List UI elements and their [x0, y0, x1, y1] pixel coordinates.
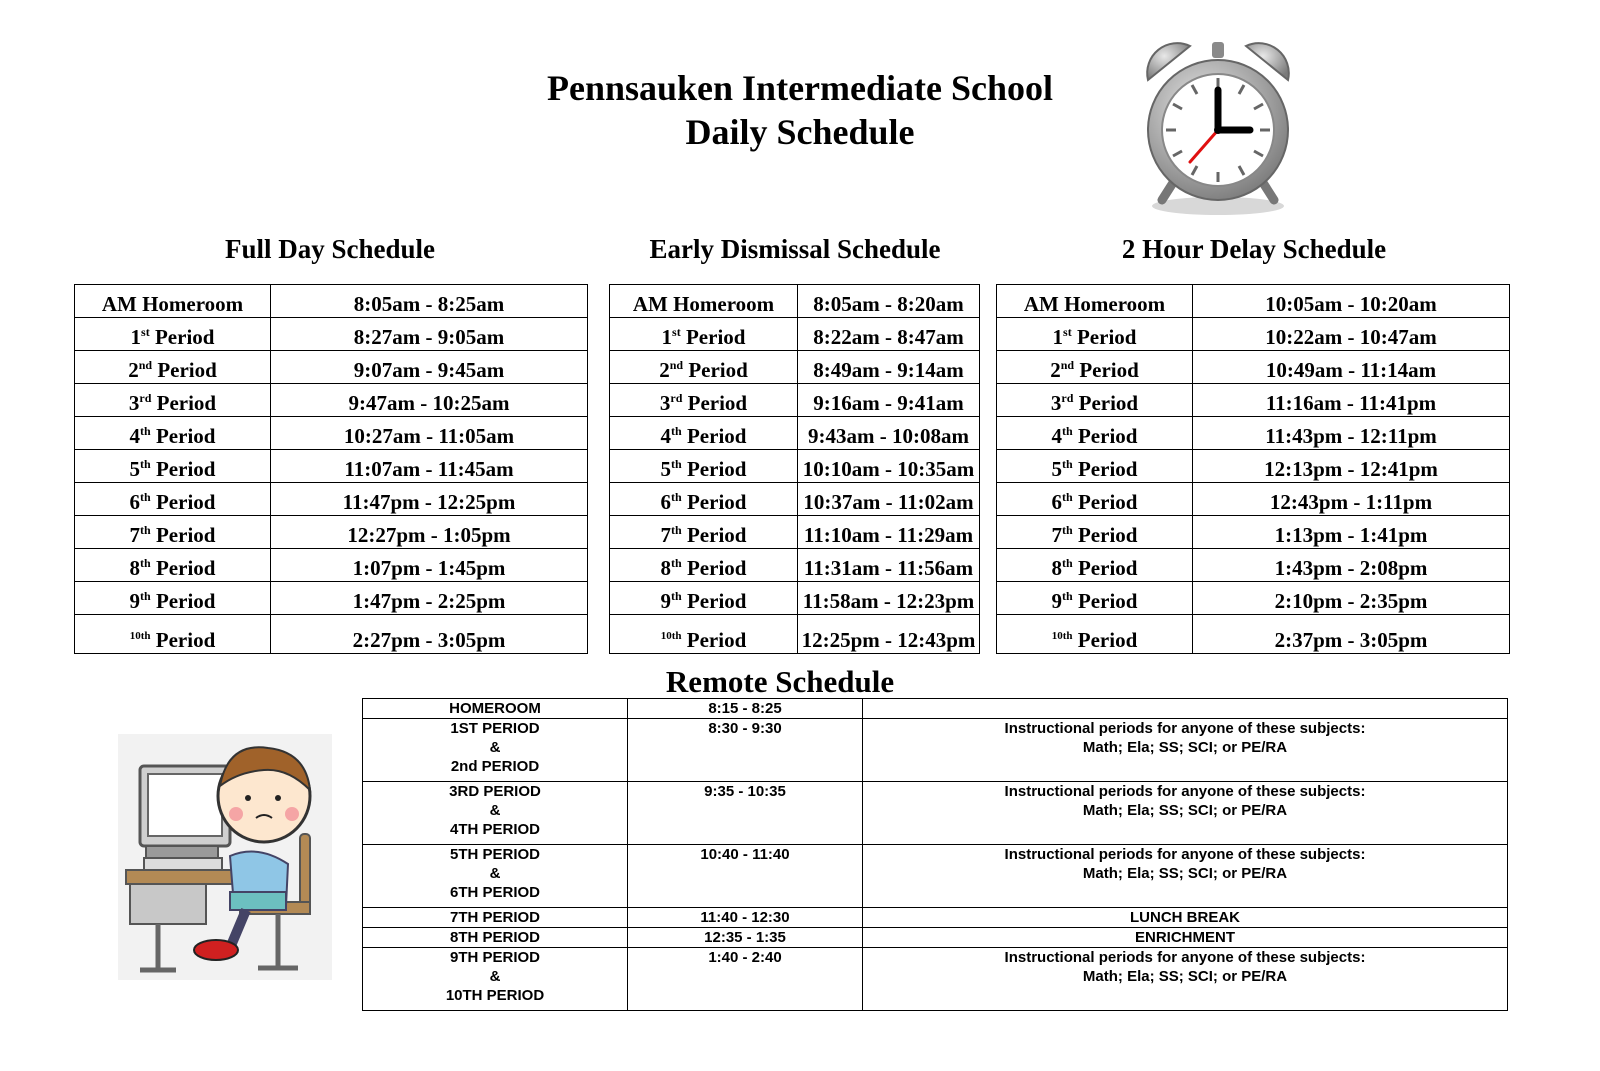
period-cell [997, 318, 1193, 351]
period-number: 9 [1051, 589, 1063, 613]
period-ordinal: th [140, 457, 151, 471]
early-dismissal-table [609, 284, 980, 654]
period-label: Period [682, 391, 748, 415]
period-number: 5 [1051, 457, 1063, 481]
remote-period-line: 1ST PERIOD [450, 720, 540, 737]
time-cell: 1:43pm - 2:08pm [1193, 549, 1510, 582]
table-row [363, 719, 1508, 782]
period-number: 7 [129, 523, 141, 547]
remote-note-line: Math; Ela; SS; SCI; or PE/RA [1082, 802, 1288, 819]
time-cell: 1:13pm - 1:41pm [1193, 516, 1510, 549]
remote-time-cell: 12:35 - 1:35 [628, 928, 863, 948]
period-ordinal: th [140, 424, 151, 438]
period-ordinal: th [671, 424, 682, 438]
table-row [75, 285, 588, 318]
period-ordinal: 10th [1051, 630, 1073, 642]
time-cell: 11:58am - 12:23pm [798, 582, 980, 615]
time-cell: 10:49am - 11:14am [1193, 351, 1510, 384]
period-cell [997, 582, 1193, 615]
remote-period-line: & [489, 968, 501, 985]
period-label: Period [1072, 589, 1138, 613]
period-number: 7 [660, 523, 672, 547]
remote-period-line: & [489, 802, 501, 819]
remote-note-line: Instructional periods for anyone of these subjects: [1004, 949, 1366, 966]
period-cell [610, 549, 798, 582]
period-number: 9 [129, 589, 141, 613]
period-cell [610, 318, 798, 351]
remote-note-line: LUNCH BREAK [1130, 909, 1240, 926]
period-cell [610, 384, 798, 417]
period-label: Period [150, 523, 216, 547]
period-cell [75, 417, 271, 450]
remote-title: Remote Schedule [665, 664, 895, 699]
remote-period-line: & [489, 739, 501, 756]
time-cell: 9:07am - 9:45am [271, 351, 588, 384]
time-cell: 12:27pm - 1:05pm [271, 516, 588, 549]
period-ordinal: th [1062, 457, 1073, 471]
remote-period-line: 8TH PERIOD [449, 929, 540, 946]
period-number: 3 [1050, 391, 1062, 415]
period-label: Period [1074, 358, 1139, 382]
table-row [610, 384, 980, 417]
table-row [75, 615, 588, 654]
full-day-table [74, 284, 588, 654]
period-ordinal: th [671, 523, 682, 537]
period-ordinal: rd [1061, 391, 1074, 405]
period-number: 8 [129, 556, 141, 580]
title-line-school: Pennsauken Intermediate School [546, 68, 1054, 108]
period-cell [610, 582, 798, 615]
period-number: 8 [660, 556, 672, 580]
table-row [610, 318, 980, 351]
remote-period-cell [363, 845, 628, 908]
remote-period-line: & [489, 865, 501, 882]
table-row [75, 417, 588, 450]
period-label: Period [681, 490, 747, 514]
period-number: 3 [128, 391, 140, 415]
period-cell [610, 450, 798, 483]
period-cell [75, 351, 271, 384]
remote-note-cell [863, 928, 1508, 948]
table-row [75, 549, 588, 582]
time-cell: 11:47pm - 12:25pm [271, 483, 588, 516]
period-ordinal: nd [138, 358, 153, 372]
remote-note-line: Math; Ela; SS; SCI; or PE/RA [1082, 865, 1288, 882]
period-number: 6 [660, 490, 672, 514]
table-row [997, 450, 1510, 483]
period-number: 2 [659, 358, 670, 382]
table-row [997, 417, 1510, 450]
table-row [363, 699, 1508, 719]
time-cell: 8:05am - 8:20am [798, 285, 980, 318]
remote-note-cell [863, 782, 1508, 845]
period-ordinal: rd [670, 391, 683, 405]
remote-note-cell [863, 845, 1508, 908]
period-cell [997, 450, 1193, 483]
period-label: Period [149, 325, 215, 349]
period-ordinal: th [1062, 556, 1073, 570]
time-cell: 2:10pm - 2:35pm [1193, 582, 1510, 615]
remote-period-line: 3RD PERIOD [449, 783, 541, 800]
table-row [75, 516, 588, 549]
period-label: Period [150, 589, 216, 613]
time-cell: 12:13pm - 12:41pm [1193, 450, 1510, 483]
period-number: 6 [129, 490, 141, 514]
period-ordinal: st [1063, 325, 1072, 339]
early-dismissal-title: Early Dismissal Schedule [649, 234, 941, 264]
period-label: Period [681, 457, 747, 481]
remote-note-line: Instructional periods for anyone of these subjects: [1004, 783, 1366, 800]
table-row [75, 582, 588, 615]
period-cell [997, 417, 1193, 450]
time-cell: 9:43am - 10:08am [798, 417, 980, 450]
time-cell: 10:37am - 11:02am [798, 483, 980, 516]
period-ordinal: th [671, 457, 682, 471]
table-row [610, 285, 980, 318]
remote-period-line: HOMEROOM [449, 700, 541, 717]
period-label: Period [681, 556, 747, 580]
period-label: Period [1072, 490, 1138, 514]
table-row [997, 285, 1510, 318]
time-cell: 1:07pm - 1:45pm [271, 549, 588, 582]
table-row [363, 782, 1508, 845]
table-row [997, 483, 1510, 516]
period-ordinal: th [140, 490, 151, 504]
period-ordinal: st [672, 325, 681, 339]
time-cell: 8:22am - 8:47am [798, 318, 980, 351]
period-label: Period [681, 424, 747, 448]
period-ordinal: th [1062, 589, 1073, 603]
period-cell [997, 615, 1193, 654]
period-cell [997, 285, 1193, 318]
table-row [610, 615, 980, 654]
period-label: Period [152, 358, 217, 382]
period-label: Period [680, 325, 746, 349]
period-label: AM Homeroom [101, 292, 244, 316]
table-row [610, 582, 980, 615]
period-label: Period [150, 457, 216, 481]
period-number: 1 [661, 325, 673, 349]
remote-period-line: 7TH PERIOD [449, 909, 540, 926]
time-cell: 10:10am - 10:35am [798, 450, 980, 483]
period-cell [997, 483, 1193, 516]
table-row [610, 450, 980, 483]
remote-period-cell [363, 782, 628, 845]
period-label: Period [683, 358, 748, 382]
period-number: 2 [128, 358, 139, 382]
table-row [610, 516, 980, 549]
period-ordinal: nd [669, 358, 684, 372]
remote-period-line: 4TH PERIOD [449, 821, 540, 838]
period-ordinal: rd [139, 391, 152, 405]
time-cell: 12:25pm - 12:43pm [798, 615, 980, 654]
period-cell [75, 615, 271, 654]
remote-note-line: Math; Ela; SS; SCI; or PE/RA [1082, 739, 1288, 756]
time-cell: 8:27am - 9:05am [271, 318, 588, 351]
remote-period-line: 5TH PERIOD [449, 846, 540, 863]
table-row [75, 351, 588, 384]
period-label: Period [150, 490, 216, 514]
period-ordinal: th [140, 556, 151, 570]
remote-time-cell: 11:40 - 12:30 [628, 908, 863, 928]
period-cell [75, 318, 271, 351]
remote-period-line: 6TH PERIOD [449, 884, 540, 901]
table-row [75, 450, 588, 483]
table-row [363, 908, 1508, 928]
remote-schedule-table [362, 698, 1508, 1011]
period-cell [75, 483, 271, 516]
remote-time-cell: 8:30 - 9:30 [628, 719, 863, 782]
period-ordinal: st [141, 325, 150, 339]
period-label: Period [681, 523, 747, 547]
table-row [997, 549, 1510, 582]
period-label: Period [1073, 391, 1139, 415]
table-row [997, 318, 1510, 351]
table-row [997, 351, 1510, 384]
table-row [610, 417, 980, 450]
period-ordinal: 10th [129, 630, 151, 642]
period-label: Period [681, 628, 747, 652]
period-cell [997, 384, 1193, 417]
table-row [363, 845, 1508, 908]
period-number: 5 [660, 457, 672, 481]
remote-period-cell [363, 699, 628, 719]
remote-note-line: Instructional periods for anyone of these subjects: [1004, 720, 1366, 737]
period-ordinal: th [671, 589, 682, 603]
table-row [610, 351, 980, 384]
period-ordinal: th [671, 556, 682, 570]
remote-time-cell: 9:35 - 10:35 [628, 782, 863, 845]
period-cell [610, 483, 798, 516]
table-row [610, 549, 980, 582]
time-cell: 2:27pm - 3:05pm [271, 615, 588, 654]
period-cell [610, 417, 798, 450]
table-row [75, 384, 588, 417]
title-line-schedule: Daily Schedule [685, 112, 915, 152]
remote-note-cell [863, 908, 1508, 928]
period-cell [75, 285, 271, 318]
remote-note-line: Instructional periods for anyone of these subjects: [1004, 846, 1366, 863]
remote-period-line: 10TH PERIOD [445, 987, 545, 1004]
time-cell: 10:27am - 11:05am [271, 417, 588, 450]
remote-period-cell [363, 948, 628, 1011]
period-number: 9 [660, 589, 672, 613]
period-ordinal: 10th [660, 630, 682, 642]
period-label: Period [151, 391, 217, 415]
period-number: 8 [1051, 556, 1063, 580]
time-cell: 10:05am - 10:20am [1193, 285, 1510, 318]
remote-period-cell [363, 908, 628, 928]
period-cell [610, 351, 798, 384]
time-cell: 11:07am - 11:45am [271, 450, 588, 483]
period-ordinal: nd [1060, 358, 1075, 372]
time-cell: 10:22am - 10:47am [1193, 318, 1510, 351]
period-cell [997, 516, 1193, 549]
table-row [363, 948, 1508, 1011]
table-row [363, 928, 1508, 948]
delay-table [996, 284, 1510, 654]
period-cell [75, 516, 271, 549]
period-ordinal: th [1062, 424, 1073, 438]
period-ordinal: th [140, 589, 151, 603]
period-label: Period [1072, 628, 1138, 652]
period-label: Period [1072, 424, 1138, 448]
period-label: Period [150, 628, 216, 652]
time-cell: 11:43pm - 12:11pm [1193, 417, 1510, 450]
time-cell: 11:31am - 11:56am [798, 549, 980, 582]
table-row [75, 318, 588, 351]
period-cell [997, 549, 1193, 582]
period-ordinal: th [1062, 523, 1073, 537]
period-number: 2 [1050, 358, 1061, 382]
time-cell: 9:47am - 10:25am [271, 384, 588, 417]
period-label: Period [1072, 457, 1138, 481]
time-cell: 1:47pm - 2:25pm [271, 582, 588, 615]
remote-time-cell: 10:40 - 11:40 [628, 845, 863, 908]
period-number: 5 [129, 457, 141, 481]
period-ordinal: th [671, 490, 682, 504]
remote-note-line: Math; Ela; SS; SCI; or PE/RA [1082, 968, 1288, 985]
time-cell: 9:16am - 9:41am [798, 384, 980, 417]
time-cell: 2:37pm - 3:05pm [1193, 615, 1510, 654]
period-cell [75, 450, 271, 483]
remote-note-cell [863, 719, 1508, 782]
remote-period-cell [363, 719, 628, 782]
period-label: Period [1072, 523, 1138, 547]
period-number: 3 [659, 391, 671, 415]
remote-period-line: 9TH PERIOD [449, 949, 540, 966]
remote-period-cell [363, 928, 628, 948]
period-label: Period [150, 424, 216, 448]
table-row [610, 483, 980, 516]
remote-note-cell [863, 948, 1508, 1011]
remote-time-cell: 8:15 - 8:25 [628, 699, 863, 719]
period-number: 1 [130, 325, 142, 349]
time-cell: 12:43pm - 1:11pm [1193, 483, 1510, 516]
period-cell [75, 549, 271, 582]
delay-title: 2 Hour Delay Schedule [1121, 234, 1387, 264]
time-cell: 8:49am - 9:14am [798, 351, 980, 384]
period-label: Period [1071, 325, 1137, 349]
remote-note-cell [863, 699, 1508, 719]
table-row [997, 384, 1510, 417]
table-row [997, 516, 1510, 549]
table-row [75, 483, 588, 516]
period-label: Period [150, 556, 216, 580]
period-number: 7 [1051, 523, 1063, 547]
period-cell [75, 582, 271, 615]
period-label: AM Homeroom [632, 292, 775, 316]
period-label: Period [1072, 556, 1138, 580]
remote-time-cell: 1:40 - 2:40 [628, 948, 863, 1011]
period-cell [610, 285, 798, 318]
period-cell [610, 615, 798, 654]
remote-note-line: ENRICHMENT [1135, 929, 1235, 946]
period-ordinal: th [1062, 490, 1073, 504]
period-cell [75, 384, 271, 417]
full-day-title: Full Day Schedule [224, 234, 436, 264]
time-cell: 11:16am - 11:41pm [1193, 384, 1510, 417]
period-number: 6 [1051, 490, 1063, 514]
period-number: 4 [660, 424, 672, 448]
remote-period-line: 2nd PERIOD [450, 758, 540, 775]
period-cell [997, 351, 1193, 384]
time-cell: 11:10am - 11:29am [798, 516, 980, 549]
page-title [480, 66, 1120, 154]
period-number: 1 [1052, 325, 1064, 349]
period-ordinal: th [140, 523, 151, 537]
table-row [997, 582, 1510, 615]
period-cell [610, 516, 798, 549]
table-row [997, 615, 1510, 654]
period-label: Period [681, 589, 747, 613]
period-label: AM Homeroom [1023, 292, 1166, 316]
period-number: 4 [129, 424, 141, 448]
time-cell: 8:05am - 8:25am [271, 285, 588, 318]
student-at-computer-icon [118, 734, 332, 980]
period-number: 4 [1051, 424, 1063, 448]
alarm-clock-icon [1138, 38, 1298, 218]
